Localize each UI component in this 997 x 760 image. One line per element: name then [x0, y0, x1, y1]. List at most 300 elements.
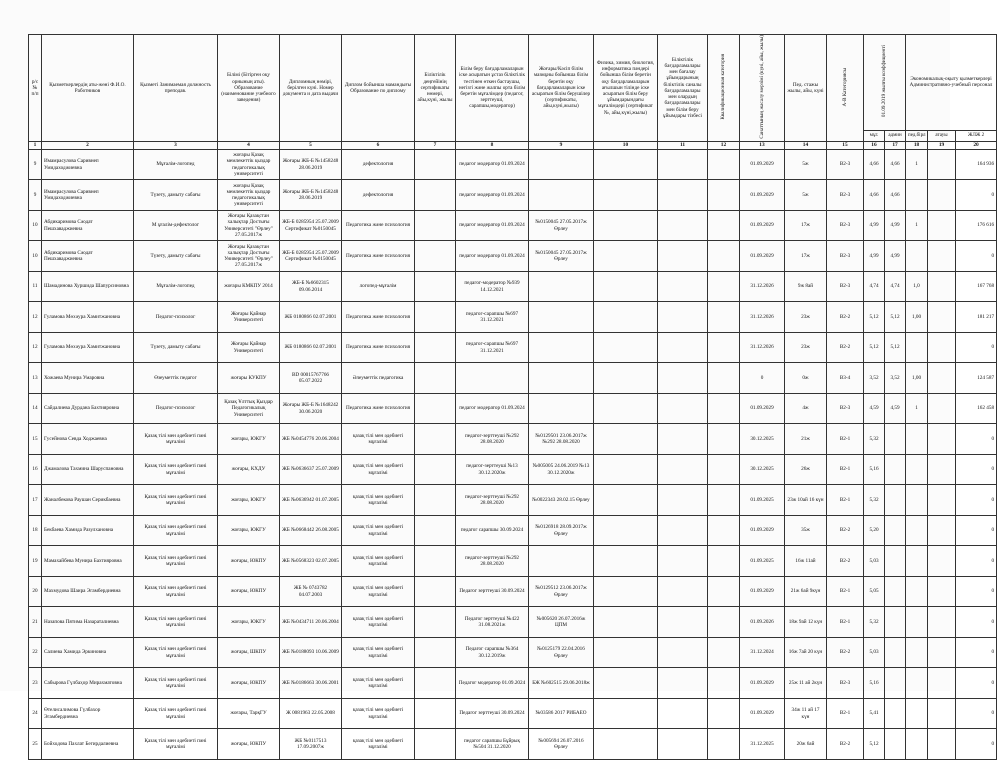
header-cell — [740, 35, 785, 142]
employee-name-cell: Бойходова Пахлат Бегирдалиевна — [42, 729, 134, 760]
coefficient-admin-cell — [885, 515, 906, 546]
coefficient-teacher-cell: 4,99 — [864, 241, 885, 272]
teaching-experience-cell: 16ж 7ай 20 күн — [785, 637, 827, 668]
position-cell: Педагог-психолог — [134, 302, 218, 333]
column-number: 3 — [134, 141, 218, 149]
header-cell: Пед. стажы жылы, айы, күні — [785, 35, 827, 142]
position-cell: Мұғалім-логопед — [134, 271, 218, 302]
title-cell — [928, 149, 956, 180]
specialty-cell: дефектология — [342, 180, 415, 211]
header-row — [29, 35, 997, 131]
coefficient-teacher-cell: 5,20 — [864, 515, 885, 546]
row-number-cell: 11 — [29, 271, 42, 302]
salary-cell: 176 616 — [956, 210, 997, 241]
english-certificate-cell — [594, 668, 658, 699]
english-certificate-cell — [594, 363, 658, 394]
diploma-cell: Жоғары ЖБ-Б №1458248 28.06.2019 — [280, 149, 342, 180]
category-deadline-cell: 0 — [740, 363, 785, 394]
teaching-experience-cell: 0ж — [785, 363, 827, 394]
title-cell — [928, 607, 956, 638]
column-number: 5 — [280, 141, 342, 149]
employee-name-cell: Сайдалиева Дурдана Бахтияровна — [42, 393, 134, 424]
english-certificate-cell — [594, 698, 658, 729]
header-sub-cell: атауы — [928, 130, 956, 141]
header-cell: Білімі (Бітірген оқу орнының аты). Образование (наименование учебного заведения) — [218, 35, 280, 142]
diploma-cell: ЖБ №0188093 10.06.2009 — [280, 637, 342, 668]
teaching-experience-cell: 21ж — [785, 424, 827, 455]
rate-cell — [906, 576, 928, 607]
category-deadline-cell: 01.09.2029 — [740, 698, 785, 729]
category-code-cell: В2-2 — [827, 332, 864, 363]
table-row — [29, 332, 997, 363]
teacher-category-cell: педагог-зерттеуші №13 30.12.2020ж — [456, 454, 529, 485]
teacher-category-cell: Педагог зерттеуші №422 31.08.2021ж — [456, 607, 529, 638]
category-code-cell: В2-3 — [827, 210, 864, 241]
diploma-cell: ЖБ №0636637 25.07.2009 — [280, 454, 342, 485]
category-code-cell: В2-1 — [827, 485, 864, 516]
employee-name-cell: Жаналбекова Раушан Серикбаевна — [42, 485, 134, 516]
coefficient-teacher-cell: 4,99 — [864, 210, 885, 241]
diploma-cell: ЖБ №0434711 20.06.2004 — [280, 607, 342, 638]
title-cell — [928, 546, 956, 577]
english-certificate-cell — [594, 546, 658, 577]
qualification-cert-cell — [415, 271, 456, 302]
employee-name-cell: Гуламова Мөхәура Хамитжановна — [42, 302, 134, 333]
position-cell: М ұғалім-дефектолог — [134, 210, 218, 241]
position-cell: Қазақ тілі мен әдебиеті пәні мұғалімі — [134, 485, 218, 516]
category-deadline-cell: 30.12.2025 — [740, 424, 785, 455]
education-cell: жоғары, КХДУ — [218, 454, 280, 485]
coefficient-teacher-cell: 5,05 — [864, 576, 885, 607]
program-list-cell — [658, 454, 708, 485]
header-cell: р/с № п/п — [29, 35, 42, 142]
title-cell — [928, 454, 956, 485]
english-certificate-cell — [594, 729, 658, 760]
education-cell: жоғары, ЮКПУ — [218, 576, 280, 607]
teacher-category-cell: педагог сарапшы Бұйрық №504 31.12.2020 — [456, 729, 529, 760]
specialty-cell: қазақ тілі мен әдебиеті мұғалімі — [342, 515, 415, 546]
qualification-category-cell — [708, 454, 740, 485]
header-cell: Қызметкерлердің аты-жөні Ф.И.О. Работников — [42, 35, 134, 142]
qualification-cert-cell — [415, 393, 456, 424]
position-cell: Қазақ тілі мен әдебиеті пәні мұғалімі — [134, 729, 218, 760]
course-certificate-cell: №005005 24.06.2019 №13 30.12.2020ж — [529, 454, 594, 485]
specialty-cell: логопед-мұғалім — [342, 271, 415, 302]
diploma-cell: ЖБ-Б 0285954 25.07.2009 Сертификат №0150045 — [280, 210, 342, 241]
category-deadline-cell: 31.12.2026 — [740, 302, 785, 333]
english-certificate-cell — [594, 302, 658, 333]
qualification-category-cell — [708, 424, 740, 455]
coefficient-admin-cell — [885, 546, 906, 577]
employee-name-cell: Имамрасулова Саривнеп Умидаходжиевна — [42, 180, 134, 211]
qualification-category-cell — [708, 698, 740, 729]
salary-cell: 124 587 — [956, 363, 997, 394]
education-cell: Жоғары Қайнар Университеті — [218, 302, 280, 333]
column-number: 10 — [594, 141, 658, 149]
header-text: 01.09.2019 жылғы коэффициенті — [881, 45, 888, 118]
specialty-cell: қазақ тілі мен әдебиеті мұғалімі — [342, 668, 415, 699]
position-cell: Қазақ тілі мен әдебиеті пәні мұғалімі — [134, 637, 218, 668]
rate-cell: 1 — [906, 393, 928, 424]
course-certificate-cell: №0150045 27.05.2017ж Өрлеу — [529, 210, 594, 241]
program-list-cell — [658, 302, 708, 333]
salary-cell: 0 — [956, 729, 997, 760]
qualification-category-cell — [708, 210, 740, 241]
coefficient-admin-cell — [885, 729, 906, 760]
specialty-cell: қазақ тілі мен әдебиеті мұғалімі — [342, 424, 415, 455]
title-cell — [928, 485, 956, 516]
specialty-cell: Педагогика және психология — [342, 302, 415, 333]
position-cell: Өзеуметтік педагог — [134, 363, 218, 394]
rate-cell — [906, 546, 928, 577]
coefficient-teacher-cell: 5,03 — [864, 637, 885, 668]
header-sub-cell: пед.бірл — [906, 130, 928, 141]
header-cell: Біліктілік бағдарламалары мен бағалау ұйымдарының біліктілік саналы бағдарламалары мен олардың бағдарламалары мен білім беру ұйымдары тізбесі — [658, 35, 708, 142]
row-number-cell: 25 — [29, 729, 42, 760]
qualification-category-cell — [708, 637, 740, 668]
category-code-cell: В2-2 — [827, 515, 864, 546]
category-deadline-cell: 01.09.2026 — [740, 607, 785, 638]
coefficient-admin-cell: 4,99 — [885, 241, 906, 272]
diploma-cell: ЖБ-Б 0285954 25.07.2009 Сертификат №0150045 — [280, 241, 342, 272]
program-list-cell — [658, 607, 708, 638]
specialty-cell: қазақ тілі мен әдебиеті мұғалімі — [342, 637, 415, 668]
education-cell: Жоғары Қайнар Университеті — [218, 332, 280, 363]
rate-cell — [906, 180, 928, 211]
teaching-experience-cell: 23ж — [785, 332, 827, 363]
table-row — [29, 149, 997, 180]
teacher-category-cell: педагог модератор 01.09.2024 — [456, 241, 529, 272]
coefficient-admin-cell — [885, 576, 906, 607]
course-certificate-cell — [529, 332, 594, 363]
education-cell: жоғары, ЮКПУ — [218, 668, 280, 699]
program-list-cell — [658, 332, 708, 363]
rate-cell — [906, 241, 928, 272]
category-deadline-cell: 01.09.2029 — [740, 576, 785, 607]
qualification-cert-cell — [415, 515, 456, 546]
column-number: 13 — [740, 141, 785, 149]
row-number-cell: 21 — [29, 607, 42, 638]
salary-cell: 0 — [956, 515, 997, 546]
table-row — [29, 271, 997, 302]
teaching-experience-cell: 18ж 9ай 12 күн — [785, 607, 827, 638]
english-certificate-cell — [594, 332, 658, 363]
category-code-cell: В2-2 — [827, 637, 864, 668]
qualification-cert-cell — [415, 302, 456, 333]
diploma-cell: Ж 0081963 22.05.2008 — [280, 698, 342, 729]
category-code-cell: В2-3 — [827, 241, 864, 272]
header-sub-cell: админ — [885, 130, 906, 141]
employee-name-cell: Махмудова Шаира Эгамбердиевна — [42, 576, 134, 607]
coefficient-admin-cell — [885, 424, 906, 455]
english-certificate-cell — [594, 210, 658, 241]
row-number-cell: 16 — [29, 454, 42, 485]
qualification-category-cell — [708, 515, 740, 546]
title-cell — [928, 515, 956, 546]
salary-cell: 0 — [956, 607, 997, 638]
diploma-cell: Жоғары ЖБ-Б №1648242 30.06.2020 — [280, 393, 342, 424]
category-deadline-cell: 01.09.2029 — [740, 180, 785, 211]
position-cell: Түзету, дамыту сабағы — [134, 332, 218, 363]
program-list-cell — [658, 424, 708, 455]
title-cell — [928, 302, 956, 333]
qualification-category-cell — [708, 485, 740, 516]
qualification-cert-cell — [415, 485, 456, 516]
specialty-cell: қазақ тілі мен әдебиеті мұғалімі — [342, 485, 415, 516]
diploma-cell: ЖБ №0117513 17.09.2007ж — [280, 729, 342, 760]
category-code-cell: В2-1 — [827, 454, 864, 485]
rate-cell — [906, 424, 928, 455]
diploma-cell: ЖБ №0668442 26.08.2005 — [280, 515, 342, 546]
salary-cell: 0 — [956, 668, 997, 699]
column-number: 6 — [342, 141, 415, 149]
title-cell — [928, 576, 956, 607]
column-number: 9 — [529, 141, 594, 149]
diploma-cell: ЖБ-Б №6602315 09.06.2014 — [280, 271, 342, 302]
specialty-cell: қазақ тілі мен әдебиеті мұғалімі — [342, 729, 415, 760]
header-sub-cell: мұг. — [864, 130, 885, 141]
employee-name-cell: Мамахайбева Мунира Бахтияровна — [42, 546, 134, 577]
qualification-cert-cell — [415, 729, 456, 760]
row-number-cell: 17 — [29, 485, 42, 516]
specialty-cell: Педагогика және психология — [342, 210, 415, 241]
english-certificate-cell — [594, 607, 658, 638]
coefficient-admin-cell: 4,59 — [885, 393, 906, 424]
teaching-experience-cell: 23ж 10ай 16 күн — [785, 485, 827, 516]
education-cell: жоғары КМКПУ 2014 — [218, 271, 280, 302]
coefficient-admin-cell: 4,99 — [885, 210, 906, 241]
program-list-cell — [658, 729, 708, 760]
position-cell: Түзету, дамыту сабағы — [134, 180, 218, 211]
employee-name-cell: Хожаева Мунира Умаровна — [42, 363, 134, 394]
table-row — [29, 729, 997, 760]
rate-cell: 1,00 — [906, 302, 928, 333]
english-certificate-cell — [594, 454, 658, 485]
coefficient-teacher-cell: 5,32 — [864, 485, 885, 516]
course-certificate-cell: №0022343 28.02.15 Өрлеу — [529, 485, 594, 516]
table-row — [29, 607, 997, 638]
program-list-cell — [658, 241, 708, 272]
category-code-cell: В2-2 — [827, 546, 864, 577]
teaching-experience-cell: 35ж — [785, 515, 827, 546]
course-certificate-cell — [529, 302, 594, 333]
row-number-cell: 18 — [29, 515, 42, 546]
title-cell — [928, 637, 956, 668]
education-cell: жоғары, ЮКГУ — [218, 424, 280, 455]
education-cell: жоғары КУКПУ — [218, 363, 280, 394]
diploma-cell: ВD 00015767766 05.07.2022 — [280, 363, 342, 394]
diploma-cell: ЖБ №0568323 02.07.2005 — [280, 546, 342, 577]
row-number-cell: 12 — [29, 332, 42, 363]
category-code-cell: В2-2 — [827, 729, 864, 760]
course-certificate-cell: №005694 26.07.2016 Өрлеу — [529, 729, 594, 760]
employee-name-cell: Абдикаримова Сәодат Пешхаваджиевна — [42, 210, 134, 241]
row-number-cell: 24 — [29, 698, 42, 729]
salary-cell: 0 — [956, 454, 997, 485]
column-number-row — [29, 141, 997, 149]
teacher-category-cell: педагог модератор 01.09.2024 — [456, 180, 529, 211]
row-number-cell: 23 — [29, 668, 42, 699]
header-text: Санаттының жасалу мерзімі (күні, айы, жылы) — [758, 35, 765, 139]
teaching-experience-cell: 20ж 6ай — [785, 729, 827, 760]
education-cell: жоғары, ТарқГУ — [218, 698, 280, 729]
salary-cell: 0 — [956, 180, 997, 211]
rate-cell — [906, 698, 928, 729]
specialty-cell: Әлеуметтік педагогика — [342, 363, 415, 394]
qualification-category-cell — [708, 332, 740, 363]
qualification-cert-cell — [415, 363, 456, 394]
program-list-cell — [658, 546, 708, 577]
coefficient-teacher-cell: 3,52 — [864, 363, 885, 394]
english-certificate-cell — [594, 180, 658, 211]
table-body — [29, 149, 997, 759]
teacher-category-cell: педагог сарапшы 30.09.2024 — [456, 515, 529, 546]
employee-name-cell: Бекбаева Хамида Разулхановна — [42, 515, 134, 546]
rate-cell: 1 — [906, 210, 928, 241]
category-deadline-cell: 01.09.2029 — [740, 393, 785, 424]
education-cell: Қазақ Ұлттық Қыздар Педагогикалық Университеті — [218, 393, 280, 424]
teacher-category-cell: педагог-зерттеуші №292 28.08.2020 — [456, 485, 529, 516]
education-cell: жоғары Қазақ мемлекеттік қыздар педагогикалық университеті — [218, 180, 280, 211]
education-cell: жоғары, ЮКПУ — [218, 729, 280, 760]
program-list-cell — [658, 149, 708, 180]
category-code-cell: В2-3 — [827, 180, 864, 211]
header-cell — [827, 35, 864, 142]
coefficient-teacher-cell: 5,16 — [864, 668, 885, 699]
diploma-cell: ЖБ №0186663 30.06.2001 — [280, 668, 342, 699]
column-number: 1 — [29, 141, 42, 149]
qualification-category-cell — [708, 668, 740, 699]
qualification-category-cell — [708, 302, 740, 333]
english-certificate-cell — [594, 576, 658, 607]
employee-name-cell: Өтелисалимова Гүлбахор Эгамбердиевна — [42, 698, 134, 729]
header-sub-cell: ЖЛЖ 2 — [956, 130, 997, 141]
staff-table — [28, 34, 997, 760]
table-row — [29, 698, 997, 729]
specialty-cell: Педагогика және психология — [342, 241, 415, 272]
teacher-category-cell: педагог модератор 01.09.2024 — [456, 393, 529, 424]
program-list-cell — [658, 637, 708, 668]
column-number: 19 — [928, 141, 956, 149]
employee-name-cell: Гусейнова Севда Ходжаевна — [42, 424, 134, 455]
education-cell: Жоғары Қазақстан халықтар Достығы Университеті "Өрлеу" 27.05.2017ж — [218, 241, 280, 272]
program-list-cell — [658, 271, 708, 302]
coefficient-admin-cell — [885, 607, 906, 638]
course-certificate-cell — [529, 393, 594, 424]
qualification-cert-cell — [415, 210, 456, 241]
teacher-category-cell: педагог-модератор №939 14.12.2021 — [456, 271, 529, 302]
qualification-category-cell — [708, 180, 740, 211]
qualification-cert-cell — [415, 698, 456, 729]
program-list-cell — [658, 576, 708, 607]
row-number-cell: 19 — [29, 546, 42, 577]
teacher-category-cell: педагог-сарапшы №697 31.12.2021 — [456, 302, 529, 333]
program-list-cell — [658, 485, 708, 516]
qualification-category-cell — [708, 149, 740, 180]
coefficient-teacher-cell: 4,74 — [864, 271, 885, 302]
column-number: 14 — [785, 141, 827, 149]
course-certificate-cell — [529, 363, 594, 394]
salary-cell: 0 — [956, 424, 997, 455]
category-deadline-cell: 31.12.2026 — [740, 332, 785, 363]
category-code-cell: В3-4 — [827, 363, 864, 394]
category-deadline-cell: 01.09.2029 — [740, 668, 785, 699]
coefficient-admin-cell: 4,66 — [885, 149, 906, 180]
position-cell: Қазақ тілі мен әдебиеті пәні мұғалімі — [134, 454, 218, 485]
program-list-cell — [658, 210, 708, 241]
coefficient-admin-cell: 5,12 — [885, 332, 906, 363]
category-deadline-cell: 30.12.2025 — [740, 454, 785, 485]
salary-cell: 0 — [956, 698, 997, 729]
category-deadline-cell: 01.09.2029 — [740, 210, 785, 241]
column-number: 8 — [456, 141, 529, 149]
column-number: 7 — [415, 141, 456, 149]
table-row — [29, 485, 997, 516]
table-row — [29, 576, 997, 607]
program-list-cell — [658, 515, 708, 546]
course-certificate-cell: БЖ №602515 29.06.2018ж — [529, 668, 594, 699]
column-number: 15 — [827, 141, 864, 149]
course-certificate-cell: №005620 26.07.2016ж ЦПМ — [529, 607, 594, 638]
rate-cell — [906, 607, 928, 638]
employee-name-cell: Назапова Пятима Назараталиевна — [42, 607, 134, 638]
salary-cell: 162 458 — [956, 393, 997, 424]
salary-cell: 181 217 — [956, 302, 997, 333]
table-row — [29, 637, 997, 668]
coefficient-admin-cell: 5,12 — [885, 302, 906, 333]
header-cell: Диплом бойынша мамандығы Образование по диплому — [342, 35, 415, 142]
course-certificate-cell — [529, 271, 594, 302]
rate-cell — [906, 454, 928, 485]
salary-cell: 0 — [956, 241, 997, 272]
diploma-cell: ЖБ 0180866 02.07.2001 — [280, 332, 342, 363]
course-certificate-cell: №0126918 28.09.2017ж Өрлеу — [529, 515, 594, 546]
coefficient-teacher-cell: 5,03 — [864, 546, 885, 577]
salary-cell: 167 768 — [956, 271, 997, 302]
course-certificate-cell: №03586 2017 РИБАЕО — [529, 698, 594, 729]
coefficient-teacher-cell: 4,66 — [864, 180, 885, 211]
employee-name-cell: Гуламова Мөхәура Хамитжановна — [42, 332, 134, 363]
english-certificate-cell — [594, 241, 658, 272]
teaching-experience-cell: 26ж — [785, 454, 827, 485]
coefficient-teacher-cell: 5,32 — [864, 607, 885, 638]
teaching-experience-cell: 25ж 11 ай 2күн — [785, 668, 827, 699]
header-cell: Физика, химия, биология, информатика пәндері бойынша білім беретін оқу бағдарламаларын ағылшын тілінде іске асыратын білім беру ұйымдарындағы мұғалімдері (сертификат №, айы,күні,жылы) — [594, 35, 658, 142]
teaching-experience-cell: 23ж — [785, 302, 827, 333]
specialty-cell: қазақ тілі мен әдебиеті мұғалімі — [342, 698, 415, 729]
title-cell — [928, 668, 956, 699]
position-cell: Қазақ тілі мен әдебиеті пәні мұғалімі — [134, 607, 218, 638]
education-cell: жоғары, ЮКГУ — [218, 485, 280, 516]
column-number: 12 — [708, 141, 740, 149]
title-cell — [928, 271, 956, 302]
position-cell: Қазақ тілі мен әдебиеті пәні мұғалімі — [134, 668, 218, 699]
row-number-cell: 15 — [29, 424, 42, 455]
qualification-cert-cell — [415, 607, 456, 638]
employee-name-cell: Джамалова Тахмина Шаруспановна — [42, 454, 134, 485]
header-cell: Біліктілік деңгейінің сертификаты нөмері, айы,күні, жылы — [415, 35, 456, 142]
header-cell: Экономикалық-оқыту қызметкерлері Административно-учебный персонал — [906, 35, 997, 131]
course-certificate-cell — [529, 546, 594, 577]
category-deadline-cell: 31.12.2025 — [740, 729, 785, 760]
coefficient-teacher-cell: 5,41 — [864, 698, 885, 729]
program-list-cell — [658, 668, 708, 699]
row-number-cell: 13 — [29, 363, 42, 394]
qualification-category-cell — [708, 393, 740, 424]
english-certificate-cell — [594, 149, 658, 180]
course-certificate-cell: №0129512 23.06.2017ж Өрлеу — [529, 576, 594, 607]
table-row — [29, 302, 997, 333]
